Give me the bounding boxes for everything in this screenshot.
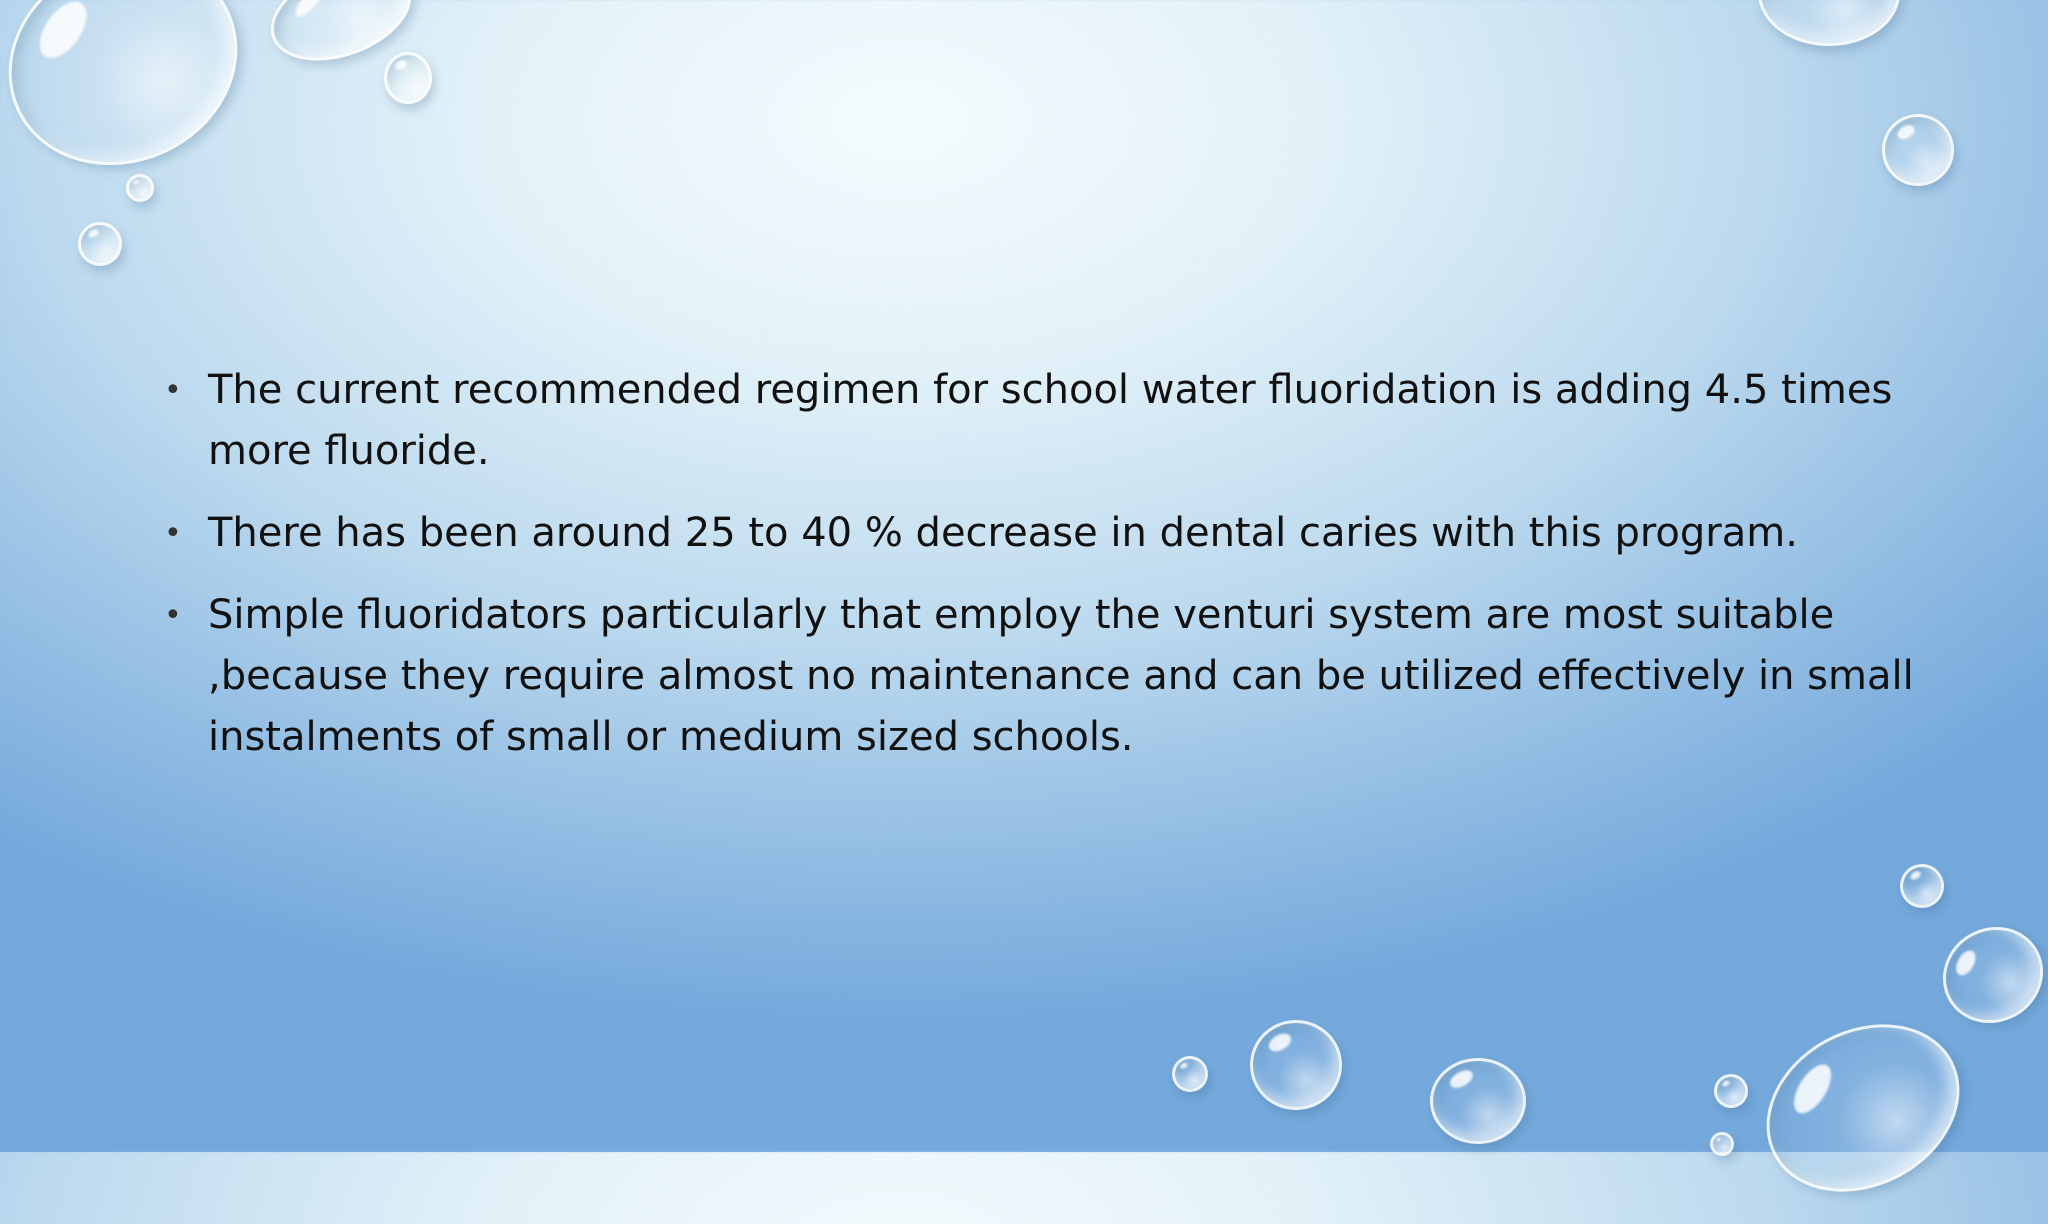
water-droplet-icon [1882, 114, 1954, 186]
water-droplet-icon [384, 52, 432, 104]
bullet-marker: • [164, 516, 182, 551]
water-droplet-icon [1710, 1132, 1734, 1156]
water-droplet-icon [1430, 1058, 1526, 1144]
bullet-marker: • [164, 373, 182, 408]
water-droplet-icon [1900, 864, 1944, 908]
bullet-text: There has been around 25 to 40 % decrease in dental caries with this program. [208, 510, 1798, 556]
slide-body [160, 360, 1920, 789]
water-droplet-icon [1714, 1074, 1748, 1108]
bullet-item [160, 503, 1920, 564]
bullet-text: Simple fluoridators particularly that employ the venturi system are most suitable ,because they require almost no maintenance and can be utilized effectively in small instalments of small or medium sized schools. [208, 592, 1914, 760]
water-droplet-icon [1172, 1056, 1208, 1092]
bullet-item [160, 360, 1920, 482]
bullet-text: The current recommended regimen for school water fluoridation is adding 4.5 times more fluoride. [208, 367, 1893, 474]
water-droplet-icon [78, 222, 122, 266]
bullet-marker: • [164, 598, 182, 633]
bullet-list [160, 360, 1920, 768]
water-droplet-icon [1925, 909, 2048, 1041]
water-droplet-icon [0, 0, 272, 202]
water-droplet-icon [1250, 1020, 1342, 1110]
bullet-item [160, 585, 1920, 768]
water-droplet-icon [1758, 0, 1900, 46]
water-droplet-icon [1737, 992, 1989, 1224]
water-droplet-icon [126, 174, 154, 202]
